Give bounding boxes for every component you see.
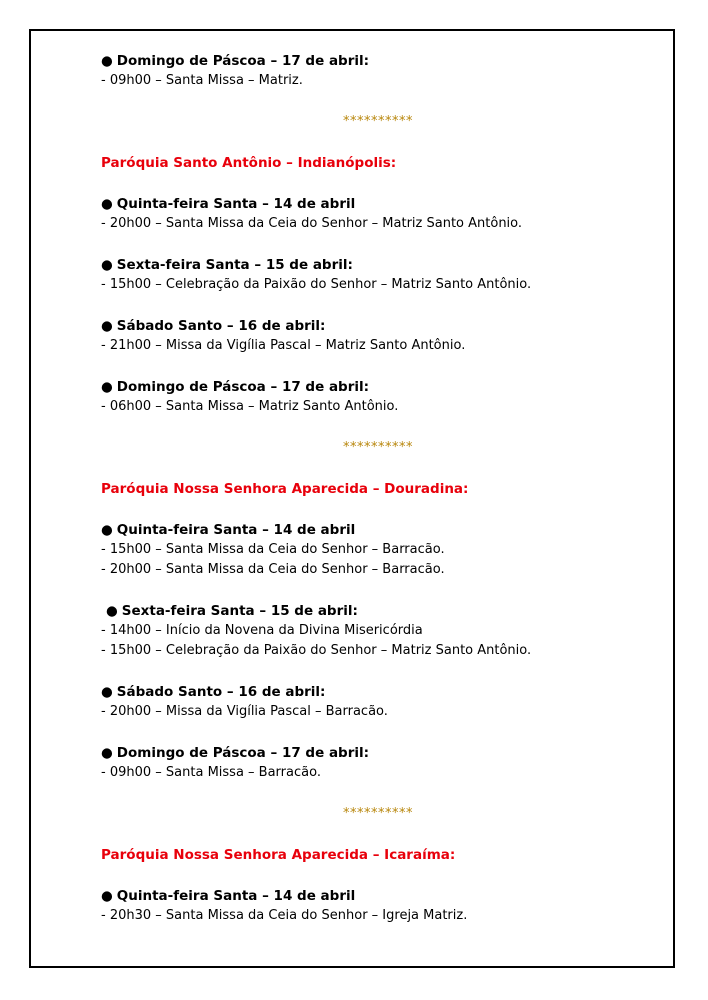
day-block [101,194,661,234]
event-line: - 09h00 – Santa Missa – Barracão. [101,765,321,780]
day-heading: ● Quinta-feira Santa – 14 de abril [101,888,356,904]
bullet-icon: ● [101,684,113,700]
parish-title: Paróquia Santo Antônio – Indianópolis: [101,155,397,171]
bullet-icon: ● [106,603,118,619]
day-heading: ● Domingo de Páscoa – 17 de abril: [101,379,370,395]
section-separator: ********** [343,114,413,129]
event-line: - 20h30 – Santa Missa da Ceia do Senhor – Igreja Matriz. [101,908,468,923]
day-heading: ● Domingo de Páscoa – 17 de abril: [101,53,370,69]
day-block [101,601,661,661]
day-block [101,377,661,417]
section-separator: ********** [343,806,413,821]
event-line: - 09h00 – Santa Missa – Matriz. [101,73,303,88]
day-heading: ● Sexta-feira Santa – 15 de abril: [101,257,353,273]
day-heading: ● Sábado Santo – 16 de abril: [101,684,326,700]
day-block [101,51,661,91]
bullet-icon: ● [101,318,113,334]
event-line: - 20h00 – Missa da Vigília Pascal – Barracão. [101,704,388,719]
day-heading: ● Sexta-feira Santa – 15 de abril: [106,603,358,619]
parish-title: Paróquia Nossa Senhora Aparecida – Douradina: [101,481,469,497]
event-line: - 15h00 – Celebração da Paixão do Senhor – Matriz Santo Antônio. [101,643,532,658]
day-heading: ● Sábado Santo – 16 de abril: [101,318,326,334]
bullet-icon: ● [101,379,113,395]
day-block [101,520,661,580]
day-heading: ● Quinta-feira Santa – 14 de abril [101,522,356,538]
day-heading: ● Quinta-feira Santa – 14 de abril [101,196,356,212]
section-separator: ********** [343,440,413,455]
day-heading: ● Domingo de Páscoa – 17 de abril: [101,745,370,761]
event-line: - 15h00 – Celebração da Paixão do Senhor – Matriz Santo Antônio. [101,277,532,292]
event-line: - 15h00 – Santa Missa da Ceia do Senhor – Barracão. [101,542,445,557]
bullet-icon: ● [101,257,113,273]
event-line: - 06h00 – Santa Missa – Matriz Santo Antônio. [101,399,399,414]
bullet-icon: ● [101,53,113,69]
event-line: - 21h00 – Missa da Vigília Pascal – Matriz Santo Antônio. [101,338,466,353]
day-block [101,682,661,722]
parish-title: Paróquia Nossa Senhora Aparecida – Icaraíma: [101,847,456,863]
event-line: - 14h00 – Início da Novena da Divina Misericórdia [101,623,423,638]
day-block [101,316,661,356]
parish-section [101,479,661,783]
bullet-icon: ● [101,888,113,904]
event-line: - 20h00 – Santa Missa da Ceia do Senhor – Barracão. [101,562,445,577]
bullet-icon: ● [101,196,113,212]
parish-section [101,153,661,417]
parish-section [101,845,661,926]
bullet-icon: ● [101,522,113,538]
day-block [101,886,661,926]
day-block [101,743,661,783]
event-line: - 20h00 – Santa Missa da Ceia do Senhor – Matriz Santo Antônio. [101,216,523,231]
bullet-icon: ● [101,745,113,761]
schedule-document [101,51,661,926]
day-block [101,255,661,295]
